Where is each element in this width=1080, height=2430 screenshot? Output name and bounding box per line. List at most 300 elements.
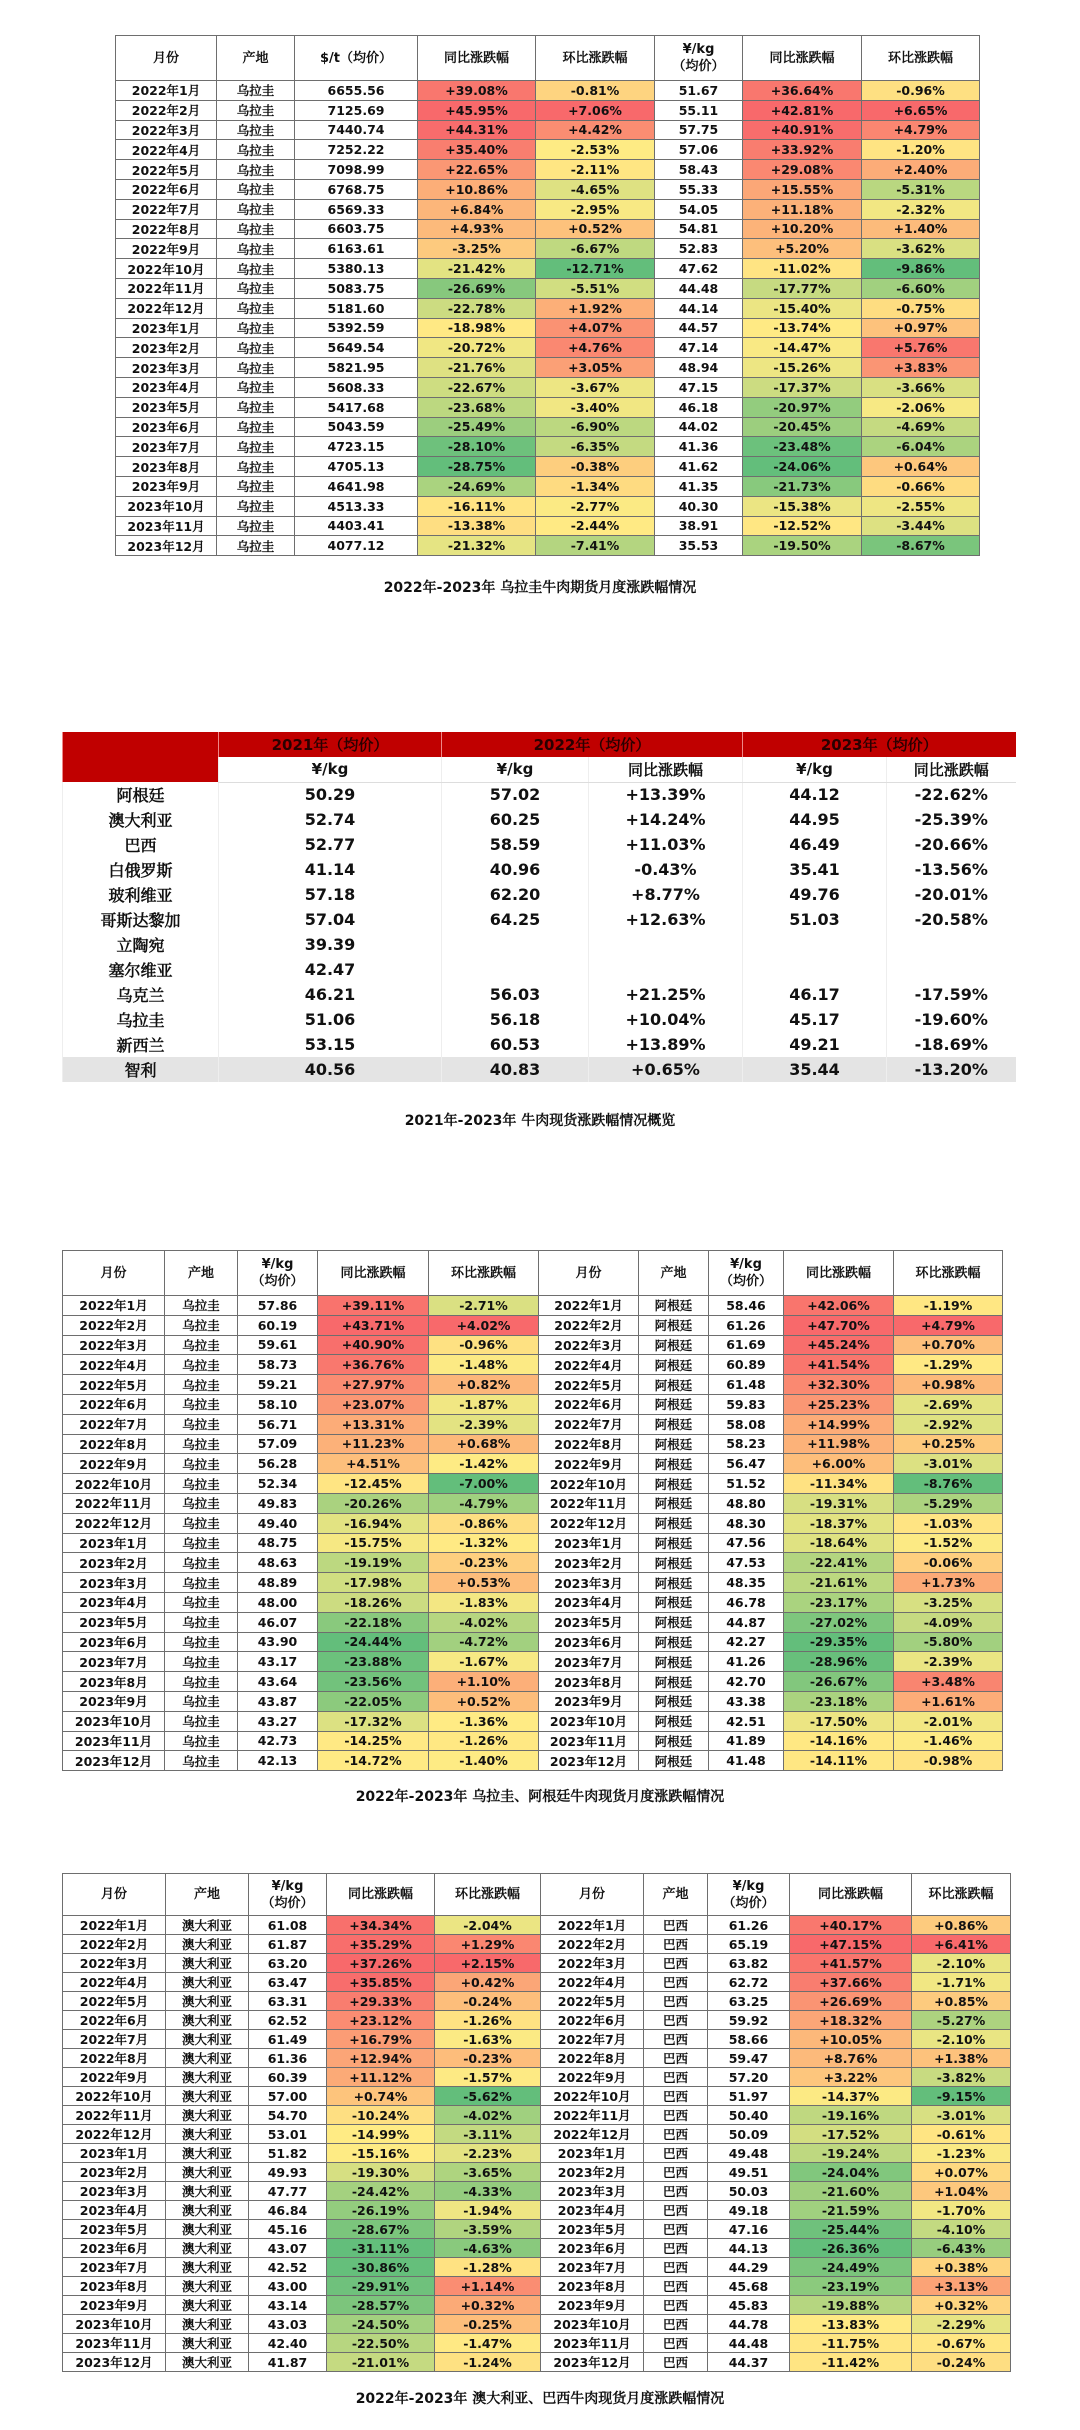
cny-price-cell: 41.87 [249,2353,327,2372]
origin-cell: 阿根廷 [639,1434,709,1454]
yoy-change-cell: -14.99% [327,2125,435,2144]
table-row [63,2068,1011,2087]
yoy-2022-cell [589,932,743,957]
yoy-change-cell: -25.49% [418,417,536,437]
yoy-change-cell: -21.59% [790,2201,912,2220]
column-header: $/t（均价） [295,36,418,81]
mom-change-cell: -2.53% [536,140,655,160]
yoy-change-cell: -23.18% [784,1691,894,1711]
yoy-change-cell: -22.67% [418,377,536,397]
cny-price-cell: 44.14 [655,298,743,318]
yoy-change-cell: +16.79% [327,2030,435,2049]
yoy-change-cell: +4.93% [418,219,536,239]
mom-change-cell: -0.98% [894,1751,1003,1771]
yoy-2023-cell [887,932,1016,957]
yoy-change-cell: +5.20% [743,239,862,259]
origin-cell: 乌拉圭 [217,437,295,457]
origin-cell: 巴西 [644,2258,708,2277]
price-2023-cell: 49.21 [743,1032,887,1057]
month-cell: 2022年9月 [116,239,217,259]
column-header: 同比涨跌幅 [743,36,862,81]
cny-price-cell: 58.10 [238,1394,318,1414]
yoy-change-cell: -12.52% [743,516,862,536]
table-row [63,1992,1011,2011]
column-header: 月份 [539,1251,639,1296]
header-row [63,1874,1011,1916]
mom-change-cell: -0.96% [429,1335,539,1355]
origin-cell: 阿根廷 [639,1592,709,1612]
mom-change-cell: -1.67% [429,1652,539,1672]
yoy-change-cell: +36.76% [318,1355,429,1375]
table-row [63,2315,1011,2334]
table-row [63,2087,1011,2106]
origin-cell: 巴西 [644,2049,708,2068]
month-cell: 2022年8月 [116,219,217,239]
mom-change-cell: -6.35% [536,437,655,457]
mom-change-cell: +6.41% [912,1935,1011,1954]
table-row [63,2011,1011,2030]
origin-cell: 澳大利亚 [166,2068,249,2087]
table-row [63,2353,1011,2372]
table-row [116,298,980,318]
yoy-2023-cell [887,957,1016,982]
yoy-change-cell: +11.18% [743,199,862,219]
cny-price-cell: 45.16 [249,2220,327,2239]
table-row [63,2220,1011,2239]
country-cell: 立陶宛 [63,932,219,957]
origin-cell: 乌拉圭 [165,1592,238,1612]
cny-price-cell: 54.81 [655,219,743,239]
yoy-change-cell: +40.90% [318,1335,429,1355]
table-row [63,2277,1011,2296]
yoy-change-cell: -24.04% [790,2163,912,2182]
yoy-change-cell: -15.38% [743,496,862,516]
mom-change-cell: -2.39% [429,1414,539,1434]
month-cell: 2023年2月 [116,338,217,358]
mom-change-cell: -2.10% [912,1954,1011,1973]
origin-cell: 澳大利亚 [166,2125,249,2144]
origin-cell: 乌拉圭 [165,1355,238,1375]
cny-price-cell: 45.68 [708,2277,790,2296]
origin-cell: 乌拉圭 [165,1315,238,1335]
mom-change-cell: -0.86% [429,1513,539,1533]
mom-change-cell: -6.60% [862,278,980,298]
table-row [63,832,1016,857]
price-2021-cell: 41.14 [219,857,442,882]
month-cell: 2022年12月 [541,2125,644,2144]
cny-price-cell: 43.90 [238,1632,318,1652]
month-cell: 2022年1月 [63,1296,165,1316]
origin-cell: 乌拉圭 [165,1375,238,1395]
yoy-change-cell: +6.00% [784,1454,894,1474]
origin-cell: 澳大利亚 [166,1992,249,2011]
cny-price-cell: 53.01 [249,2125,327,2144]
yoy-2023-cell: -22.62% [887,782,1016,807]
usd-price-cell: 6569.33 [295,199,418,219]
yoy-change-cell: +26.69% [790,1992,912,2011]
usd-price-cell: 5608.33 [295,377,418,397]
origin-cell: 阿根廷 [639,1553,709,1573]
table-row [63,932,1016,957]
yoy-change-cell: -22.41% [784,1553,894,1573]
mom-change-cell: +7.06% [536,100,655,120]
mom-change-cell: -1.32% [429,1533,539,1553]
mom-change-cell: +0.97% [862,318,980,338]
yoy-change-cell: -21.61% [784,1573,894,1593]
yoy-change-cell: -28.96% [784,1652,894,1672]
yoy-change-cell: -21.60% [790,2182,912,2201]
month-cell: 2022年7月 [116,199,217,219]
cny-price-cell: 43.03 [249,2315,327,2334]
table-row [63,1315,1003,1335]
table-row [116,437,980,457]
origin-cell: 澳大利亚 [166,2220,249,2239]
yoy-change-cell: -21.01% [327,2353,435,2372]
month-cell: 2023年1月 [63,1533,165,1553]
mom-change-cell: -1.36% [429,1711,539,1731]
table-row [116,140,980,160]
month-cell: 2023年1月 [116,318,217,338]
mom-change-cell: -2.39% [894,1652,1003,1672]
header-row [63,1251,1003,1296]
table-row [63,1032,1016,1057]
cny-price-cell: 58.08 [709,1414,784,1434]
price-2022-cell: 56.18 [442,1007,589,1032]
mom-change-cell: -0.96% [862,81,980,101]
yoy-change-cell: -22.78% [418,298,536,318]
origin-cell: 乌拉圭 [165,1513,238,1533]
month-cell: 2023年5月 [539,1612,639,1632]
corner-cell [63,732,219,782]
price-2022-cell: 56.03 [442,982,589,1007]
cny-price-cell: 46.18 [655,397,743,417]
yoy-change-cell: +47.15% [790,1935,912,1954]
month-cell: 2022年12月 [116,298,217,318]
mom-change-cell: +1.61% [894,1691,1003,1711]
table-row [63,1454,1003,1474]
table-row [116,239,980,259]
mom-change-cell: -1.83% [429,1592,539,1612]
cny-price-cell: 44.02 [655,417,743,437]
yoy-change-cell: -28.57% [327,2296,435,2315]
mom-change-cell: +0.32% [435,2296,541,2315]
yoy-change-cell: -31.11% [327,2239,435,2258]
mom-change-cell: -6.04% [862,437,980,457]
price-2023-cell: 46.49 [743,832,887,857]
mom-change-cell: +0.64% [862,457,980,477]
cny-price-cell: 48.35 [709,1573,784,1593]
month-cell: 2022年3月 [541,1954,644,1973]
origin-cell: 巴西 [644,2144,708,2163]
yoy-2023-cell: -13.56% [887,857,1016,882]
yoy-2022-cell: +12.63% [589,907,743,932]
usd-price-cell: 4403.41 [295,516,418,536]
price-2022-cell: 60.53 [442,1032,589,1057]
table-row [63,957,1016,982]
origin-cell: 乌拉圭 [165,1474,238,1494]
mom-change-cell: -1.70% [912,2201,1011,2220]
origin-cell: 乌拉圭 [165,1691,238,1711]
cny-price-cell: 42.27 [709,1632,784,1652]
cny-price-cell: 47.53 [709,1553,784,1573]
origin-cell: 乌拉圭 [217,377,295,397]
mom-change-cell: -4.02% [435,2106,541,2125]
mom-change-cell: -4.79% [429,1493,539,1513]
month-cell: 2022年8月 [63,2049,166,2068]
cny-price-cell: 41.89 [709,1731,784,1751]
mom-change-cell: -2.11% [536,160,655,180]
yoy-2022-cell: +10.04% [589,1007,743,1032]
table-row [63,2258,1011,2277]
usd-price-cell: 7098.99 [295,160,418,180]
yoy-2023-cell: -20.58% [887,907,1016,932]
yoy-change-cell: -13.38% [418,516,536,536]
origin-cell: 乌拉圭 [217,100,295,120]
mom-change-cell: -2.44% [536,516,655,536]
origin-cell: 澳大利亚 [166,2277,249,2296]
mom-change-cell: -2.32% [862,199,980,219]
yoy-change-cell: -13.74% [743,318,862,338]
origin-cell: 巴西 [644,2201,708,2220]
month-cell: 2022年11月 [116,278,217,298]
price-2021-cell: 52.74 [219,807,442,832]
cny-price-cell: 49.40 [238,1513,318,1533]
yoy-change-cell: +10.20% [743,219,862,239]
sub-header: ¥/kg [743,757,887,782]
month-cell: 2023年6月 [541,2239,644,2258]
mom-change-cell: -3.62% [862,239,980,259]
mom-change-cell: +0.32% [912,2296,1011,2315]
month-cell: 2023年12月 [63,1751,165,1771]
cny-price-cell: 49.51 [708,2163,790,2182]
month-cell: 2023年12月 [63,2353,166,2372]
table-caption-uruguay-futures: 2022年-2023年 乌拉圭牛肉期货月度涨跌幅情况 [383,580,697,596]
yoy-change-cell: -18.98% [418,318,536,338]
year-header: 2022年（均价） [442,732,743,757]
mom-change-cell: -2.01% [894,1711,1003,1731]
month-cell: 2022年6月 [63,2011,166,2030]
origin-cell: 乌拉圭 [165,1414,238,1434]
yoy-change-cell: -17.52% [790,2125,912,2144]
origin-cell: 阿根廷 [639,1474,709,1494]
yoy-2022-cell: +0.65% [589,1057,743,1082]
mom-change-cell: -3.40% [536,397,655,417]
yoy-change-cell: +37.26% [327,1954,435,1973]
origin-cell: 乌拉圭 [217,457,295,477]
mom-change-cell: +2.40% [862,160,980,180]
cny-price-cell: 44.13 [708,2239,790,2258]
table-row [63,1493,1003,1513]
cny-price-cell: 60.39 [249,2068,327,2087]
mom-change-cell: -0.24% [435,1992,541,2011]
mom-change-cell: -0.67% [912,2334,1011,2353]
country-cell: 阿根廷 [63,782,219,807]
column-header: 产地 [166,1874,249,1916]
yoy-change-cell: +37.66% [790,1973,912,1992]
mom-change-cell: +1.40% [862,219,980,239]
mom-change-cell: +0.42% [435,1973,541,1992]
month-cell: 2022年11月 [63,2106,166,2125]
mom-change-cell: +1.92% [536,298,655,318]
month-cell: 2022年9月 [63,2068,166,2087]
mom-change-cell: -0.66% [862,476,980,496]
month-cell: 2023年12月 [541,2353,644,2372]
yoy-change-cell: -11.34% [784,1474,894,1494]
column-header: 产地 [639,1251,709,1296]
price-2022-cell: 62.20 [442,882,589,907]
origin-cell: 巴西 [644,2220,708,2239]
column-header: 环比涨跌幅 [536,36,655,81]
month-cell: 2023年10月 [63,2315,166,2334]
origin-cell: 乌拉圭 [217,318,295,338]
sub-header: ¥/kg [219,757,442,782]
mom-change-cell: -1.34% [536,476,655,496]
price-2023-cell [743,957,887,982]
mom-change-cell: -1.03% [894,1513,1003,1533]
mom-change-cell: -1.19% [894,1296,1003,1316]
table-row [63,1335,1003,1355]
yoy-change-cell: -26.67% [784,1672,894,1692]
cny-price-cell: 61.69 [709,1335,784,1355]
country-cell: 巴西 [63,832,219,857]
origin-cell: 乌拉圭 [217,140,295,160]
mom-change-cell: +0.68% [429,1434,539,1454]
origin-cell: 澳大利亚 [166,2030,249,2049]
mom-change-cell: -2.55% [862,496,980,516]
table-caption-overview: 2021年-2023年 牛肉现货涨跌幅情况概览 [404,1113,676,1129]
table-row [63,2030,1011,2049]
mom-change-cell: -5.27% [912,2011,1011,2030]
month-cell: 2023年3月 [63,1573,165,1593]
origin-cell: 乌拉圭 [217,219,295,239]
yoy-change-cell: -26.36% [790,2239,912,2258]
cny-price-cell: 52.83 [655,239,743,259]
yoy-change-cell: +11.23% [318,1434,429,1454]
origin-cell: 澳大利亚 [166,1954,249,1973]
cny-price-cell: 47.62 [655,259,743,279]
yoy-change-cell: +39.11% [318,1296,429,1316]
cny-price-cell: 43.27 [238,1711,318,1731]
origin-cell: 乌拉圭 [217,536,295,556]
table-row [116,496,980,516]
origin-cell: 阿根廷 [639,1573,709,1593]
month-cell: 2022年9月 [541,2068,644,2087]
origin-cell: 澳大利亚 [166,2201,249,2220]
column-header: 同比涨跌幅 [327,1874,435,1916]
cny-price-cell: 41.35 [655,476,743,496]
month-cell: 2022年1月 [539,1296,639,1316]
mom-change-cell: -1.28% [435,2258,541,2277]
month-cell: 2022年1月 [63,1916,166,1935]
cny-price-cell: 44.37 [708,2353,790,2372]
cny-price-cell: 51.82 [249,2144,327,2163]
yoy-change-cell: +39.08% [418,81,536,101]
usd-price-cell: 4077.12 [295,536,418,556]
sub-header: 同比涨跌幅 [887,757,1016,782]
yoy-change-cell: -21.76% [418,358,536,378]
table-row [63,2182,1011,2201]
cny-price-cell: 59.83 [709,1394,784,1414]
mom-change-cell: -0.75% [862,298,980,318]
table-row [63,1632,1003,1652]
origin-cell: 澳大利亚 [166,1916,249,1935]
table-row [63,1652,1003,1672]
yoy-change-cell: -29.35% [784,1632,894,1652]
month-cell: 2023年11月 [541,2334,644,2353]
yoy-change-cell: -14.72% [318,1751,429,1771]
yoy-change-cell: -15.16% [327,2144,435,2163]
mom-change-cell: +4.79% [894,1315,1003,1335]
price-2023-cell: 35.41 [743,857,887,882]
column-header: 同比涨跌幅 [784,1251,894,1296]
yoy-change-cell: -30.86% [327,2258,435,2277]
table-row [116,457,980,477]
yoy-change-cell: +13.31% [318,1414,429,1434]
table-row [63,1414,1003,1434]
yoy-change-cell: -14.16% [784,1731,894,1751]
cny-price-cell: 45.83 [708,2296,790,2315]
yoy-change-cell: +36.64% [743,81,862,101]
mom-change-cell: +1.29% [435,1935,541,1954]
mom-change-cell: -1.24% [435,2353,541,2372]
mom-change-cell: +0.52% [429,1691,539,1711]
origin-cell: 澳大利亚 [166,2353,249,2372]
mom-change-cell: -2.06% [862,397,980,417]
mom-change-cell: -1.29% [894,1355,1003,1375]
cny-price-cell: 57.09 [238,1434,318,1454]
table-row [116,476,980,496]
mom-change-cell: -0.06% [894,1553,1003,1573]
mom-change-cell: -3.66% [862,377,980,397]
cny-price-cell: 62.72 [708,1973,790,1992]
yoy-change-cell: -24.69% [418,476,536,496]
table-row [116,397,980,417]
month-cell: 2023年7月 [116,437,217,457]
cny-price-cell: 42.52 [249,2258,327,2277]
column-header: 同比涨跌幅 [790,1874,912,1916]
mom-change-cell: -3.67% [536,377,655,397]
yoy-change-cell: +35.29% [327,1935,435,1954]
month-cell: 2022年8月 [541,2049,644,2068]
yoy-change-cell: +10.86% [418,179,536,199]
month-cell: 2022年10月 [539,1474,639,1494]
mom-change-cell: -2.29% [912,2315,1011,2334]
cny-price-cell: 43.87 [238,1691,318,1711]
cny-price-cell: 42.13 [238,1751,318,1771]
cny-price-cell: 51.52 [709,1474,784,1494]
month-cell: 2022年10月 [63,2087,166,2106]
yoy-change-cell: -19.31% [784,1493,894,1513]
yoy-2022-cell: +13.89% [589,1032,743,1057]
cny-price-cell: 44.57 [655,318,743,338]
mom-change-cell: -4.33% [435,2182,541,2201]
mom-change-cell: -1.46% [894,1731,1003,1751]
cny-price-cell: 46.84 [249,2201,327,2220]
table-row [63,1296,1003,1316]
cny-price-cell: 54.05 [655,199,743,219]
price-2022-cell: 58.59 [442,832,589,857]
mom-change-cell: -8.67% [862,536,980,556]
table-row [63,1007,1016,1032]
cny-price-cell: 56.47 [709,1454,784,1474]
table-row [116,377,980,397]
mom-change-cell: -1.40% [429,1751,539,1771]
cny-price-cell: 49.93 [249,2163,327,2182]
yoy-change-cell: +44.31% [418,120,536,140]
cny-price-cell: 58.43 [655,160,743,180]
yoy-change-cell: +10.05% [790,2030,912,2049]
cny-price-cell: 47.16 [708,2220,790,2239]
